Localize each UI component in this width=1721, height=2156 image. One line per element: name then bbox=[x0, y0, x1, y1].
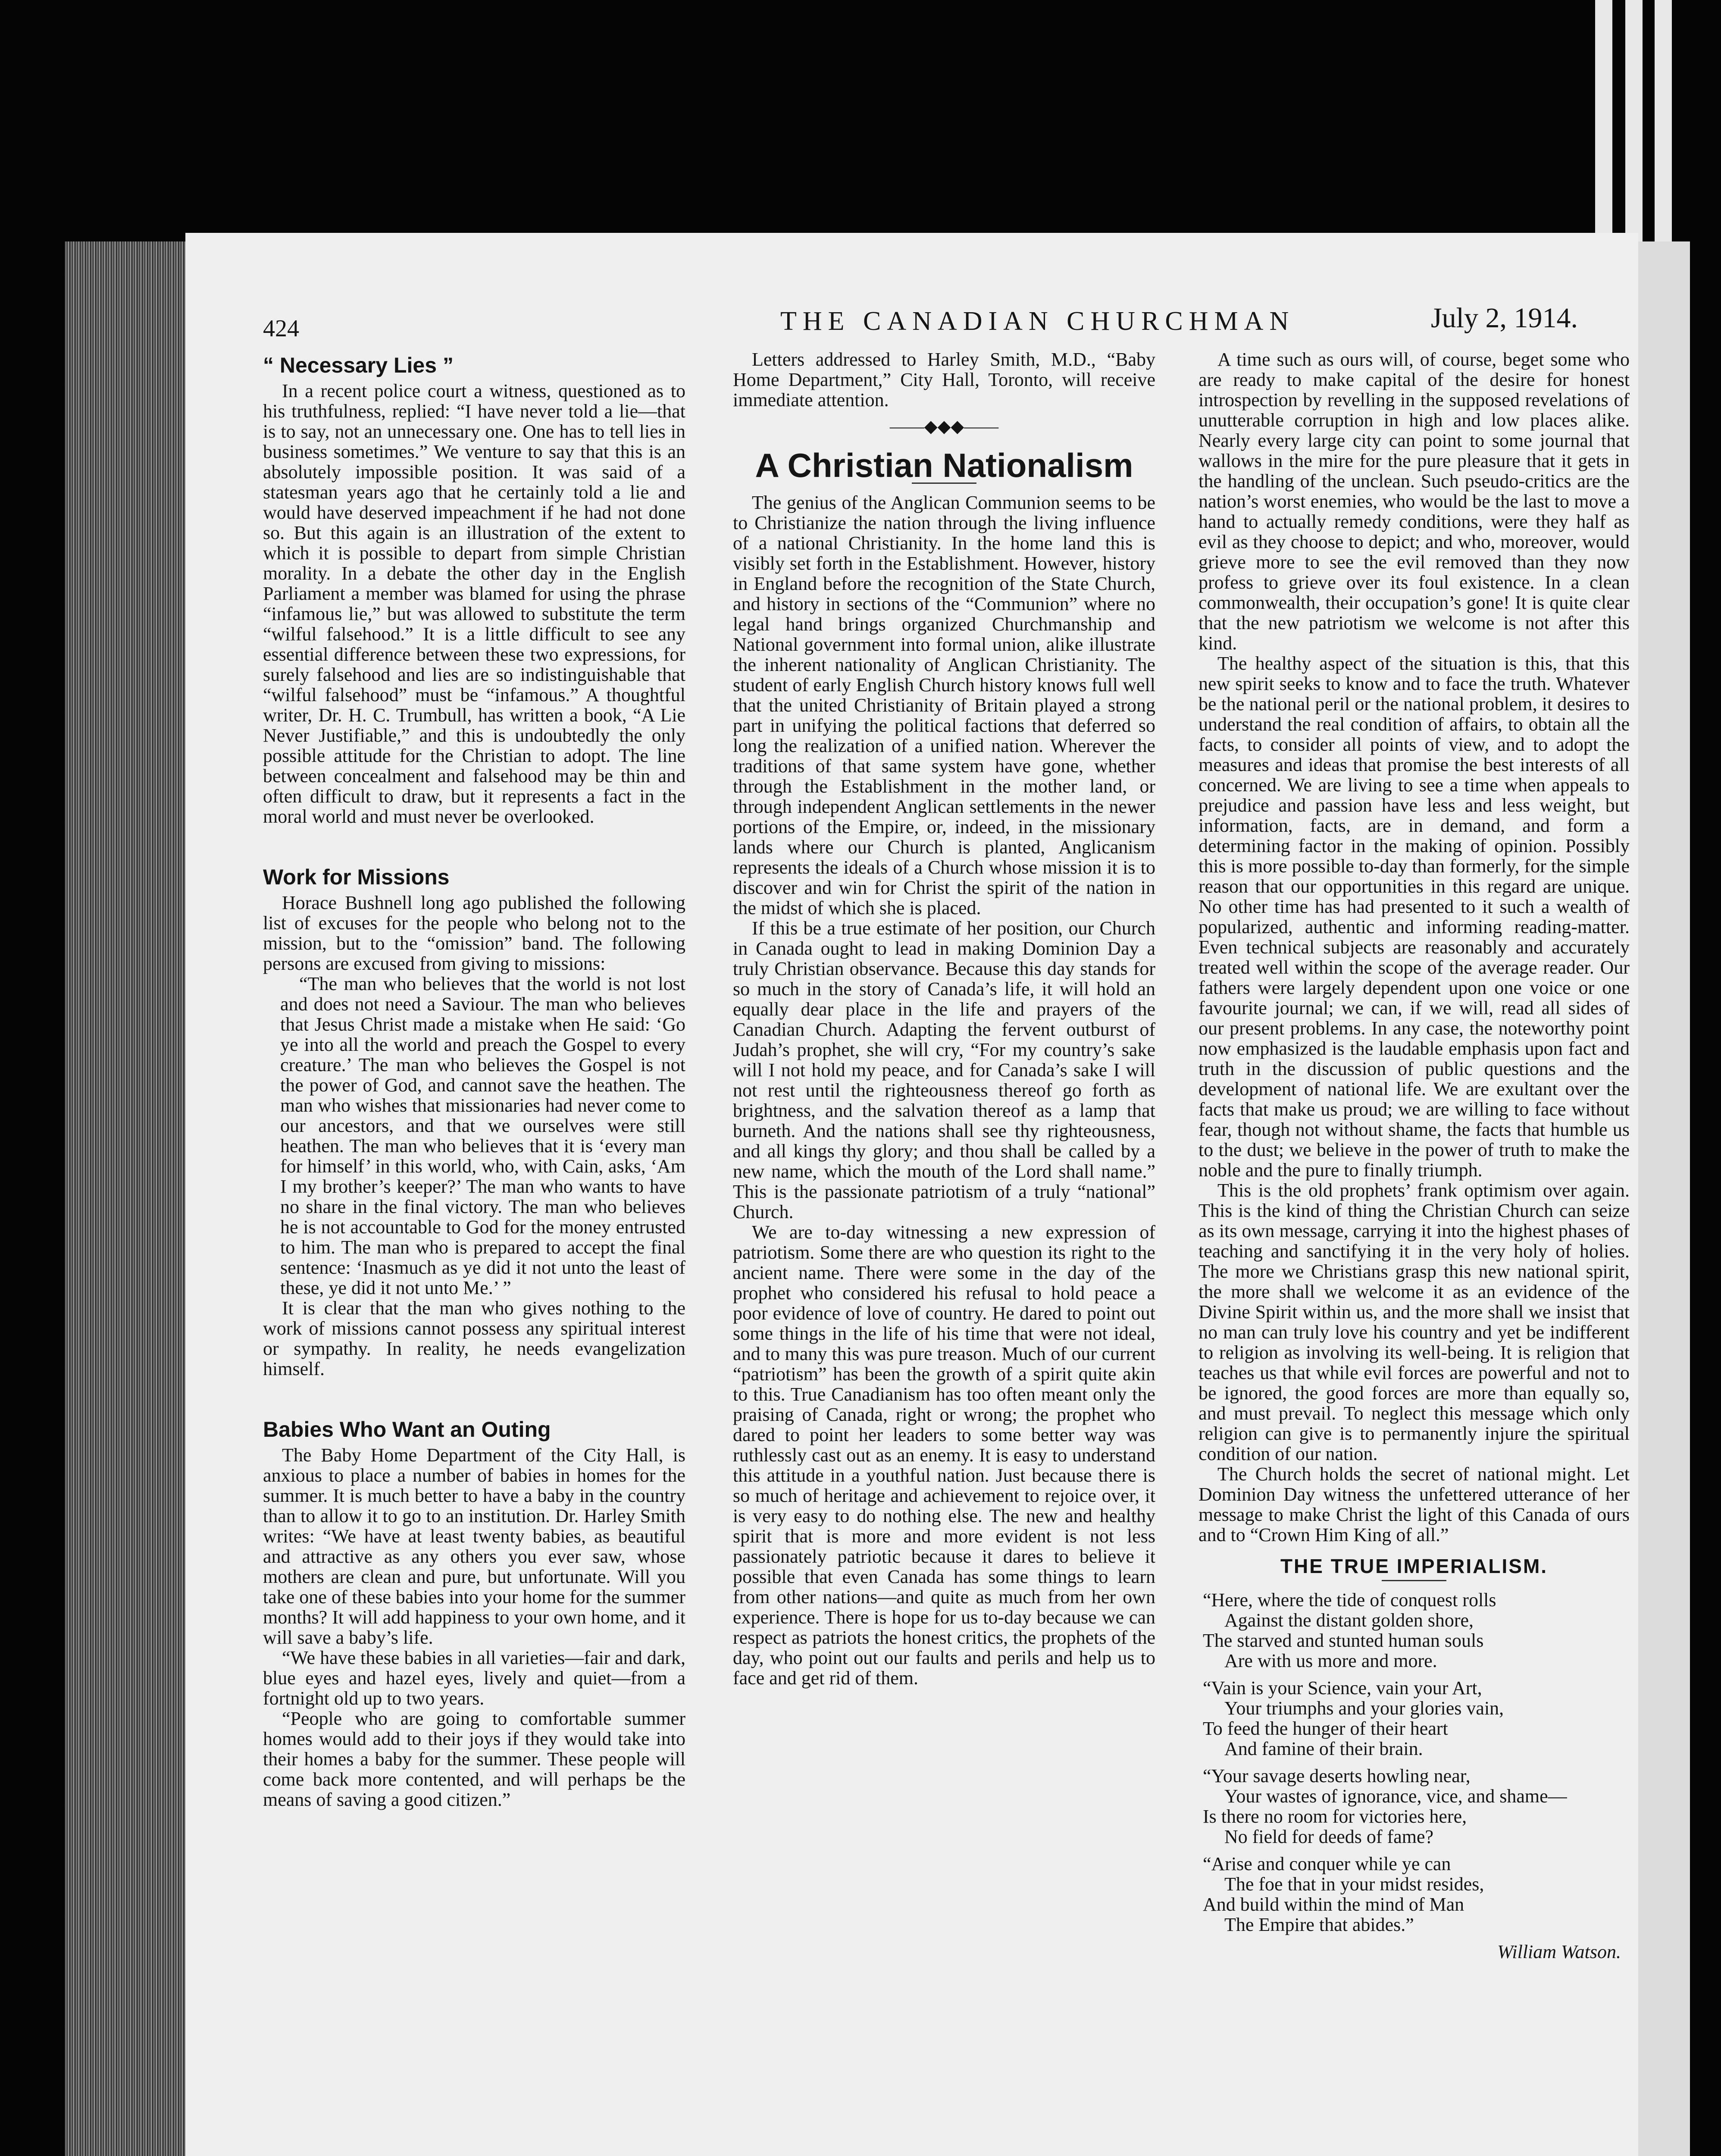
poem-line: The Empire that abides.” bbox=[1224, 1914, 1414, 1935]
paragraph: Letters addressed to Harley Smith, M.D., “Baby Home Department,” City Hall, Toronto, will receive immediate attention. bbox=[733, 349, 1155, 411]
paragraph: The Baby Home Department of the City Hall, is anxious to place a number of babies in homes for the summer. It is much better to have a baby in the country than to allow it to go to an institution. Dr. Harley Smith writes: “We have at least twenty babies, as beautiful and attractive as any others you ever saw, whose mothers are clean and pure, but unfortunate. Will you take one of these babies into your home for the summer months? It will add happiness to your own home, and it will save a baby’s life. bbox=[263, 1445, 685, 1648]
poem-stanza bbox=[1203, 1590, 1630, 1671]
poem-line: Is there no room for victories here, bbox=[1203, 1806, 1467, 1827]
poem-line: The starved and stunted human souls bbox=[1203, 1630, 1484, 1651]
paragraph: Horace Bushnell long ago published the following list of excuses for the people who belong not to the mission, but to the “omission” band. The following persons are excused from giving to missions: bbox=[263, 892, 685, 974]
paragraph: It is clear that the man who gives nothing to the work of missions cannot possess any spiritual interest or sympathy. In reality, he needs evangelization himself. bbox=[263, 1297, 685, 1379]
newspaper-page bbox=[185, 233, 1638, 2156]
paragraph: If this be a true estimate of her position, our Church in Canada ought to lead in making Dominion Day a truly Christian observance. Because this day stands for so much in the story of Canada’s life, it will hold an equally dear place in the life and prayers of the Canadian Church. Adapting the fervent outburst of Judah’s prophet, she will cry, “For my country’s sake will I not hold my peace, and for Canada’s sake I will not rest until the righteousness thereof go forth as brightness, and the salvation thereof as a lamp that burneth. And the nations shall see thy righteousness, and all kings thy glory; and thou shall be called by a new name, which the mouth of the Lord shall name.” This is the passionate patriotism of a truly “national” Church. bbox=[733, 918, 1155, 1222]
paragraph: “We have these babies in all varieties—fair and dark, blue eyes and hazel eyes, lively and quiet—from a fortnight old up to two years. bbox=[263, 1647, 685, 1709]
poem-line: “Your savage deserts howling near, bbox=[1203, 1765, 1471, 1786]
paragraph: In a recent police court a witness, questioned as to his truthfulness, replied: “I have never told a lie—that is to say, not an unnecessary one. One has to tell lies in business sometimes.” We venture to say that this is an absolutely impossible position. It was said of a statesman years ago that he certainly told a lie and would have deserved impeachment if he had not done so. But this again is an illustration of the extent to which it is possible to depart from simple Christian morality. In a debate the other day in the English Parliament a member was blamed for using the phrase “infamous lie,” but was allowed to substitute the term “wilful falsehood.” It is a little difficult to see any essential difference between these two expressions, for surely falsehood and lies are so indistinguishable that “wilful falsehood” must be “infamous.” A thoughtful writer, Dr. H. C. Trumbull, has written a book, “A Lie Never Justifiable,” and this is undoubtedly the only possible attitude for the Christian to adopt. The line between concealment and falsehood may be thin and often difficult to draw, but it represents a fact in the moral world and must never be overlooked. bbox=[263, 380, 685, 827]
poem-line: Your triumphs and your glories vain, bbox=[1224, 1698, 1504, 1719]
section-ornament: ——◆◆◆—— bbox=[889, 417, 999, 436]
paragraph: “The man who believes that the world is not lost and does not need a Saviour. The man who believes that Jesus Christ made a mistake when He said: ‘Go ye into all the world and preach the Gospel to every creature.’ The man who believes the Gospel is not the power of God, and cannot save the heathen. The man who wishes that missionaries had never come to our ancestors, and that we ourselves were still heathen. The man who believes that it is ‘every man for himself’ in this world, who, with Cain, asks, ‘Am I my brother’s keeper?’ The man who wants to have no share in the final victory. The man who believes he is not accountable to God for the money entrusted to him. The man who is prepared to accept the final sentence: ‘Inasmuch as ye did it not unto the least of these, ye did it not unto Me.’ ” bbox=[280, 973, 685, 1298]
poem-author: William Watson. bbox=[1497, 1941, 1621, 1962]
column-right bbox=[1198, 349, 1630, 1962]
poem-line: “Vain is your Science, vain your Art, bbox=[1203, 1677, 1482, 1698]
poem-line: “Here, where the tide of conquest rolls bbox=[1203, 1589, 1496, 1611]
facing-page-edge bbox=[1638, 241, 1690, 2156]
poem-line: No field for deeds of fame? bbox=[1224, 1826, 1434, 1847]
poem-line: And build within the mind of Man bbox=[1203, 1894, 1464, 1915]
paragraph: This is the old prophets’ frank optimism over again. This is the kind of thing the Christian Church can seize as its own message, carrying it into the highest phases of teaching and sanctifying it in the very holy of holies. The more we Christians grasp this new national spirit, the more shall we welcome it as an evidence of the Divine Spirit within us, and the more shall we insist that no man can truly love his country and yet be indifferent to religion as involving its well-being. It is religion that teaches us that while evil forces are powerful and not to be ignored, the good forces are more than equally so, and must prevail. To neglect this message which only religion can give is to permanently injure the spiritual condition of our nation. bbox=[1198, 1180, 1630, 1464]
poem-line: To feed the hunger of their heart bbox=[1203, 1718, 1448, 1739]
poem-line: Against the distant golden shore, bbox=[1224, 1610, 1474, 1631]
page-header bbox=[263, 298, 1578, 349]
poem bbox=[1203, 1590, 1630, 1962]
quoted-excuses bbox=[263, 974, 685, 1298]
column-left bbox=[263, 349, 685, 1810]
paragraph: The genius of the Anglican Communion seems to be to Christianize the nation through the living influence of a national Christianity. In the home land this is visibly set forth in the Establishment. However, history in England before the recognition of the State Church, and history in sections of the “Communion” where no legal hand brings organized Churchmanship and National government into formal union, alike illustrate the inherent nationality of Anglican Christianity. The student of early English Church history knows full well that the united Christianity of Britain played a strong part in unifying the political factions that deferred so long the realization of a unified nation. Wherever the traditions of that same system have gone, whether through the Establishment in the mother land, or through independent Anglican settlements in the newer portions of the Empire, or, indeed, in the missionary lands where our Church is planted, Anglicanism represents the ideals of a Church whose mission it is to discover and win for Christ the spirit of the nation in the midst of which she is placed. bbox=[733, 492, 1155, 918]
poem-rule bbox=[1382, 1580, 1446, 1581]
column-middle bbox=[733, 349, 1155, 1688]
paragraph: We are to-day witnessing a new expression of patriotism. Some there are who question its right to the ancient name. There were some in the day of the prophet who considered his refusal to hold peace a poor evidence of love of country. He dared to point out some things in the life of his time that were not ideal, and to many this was pure treason. Much of our current “patriotism” has been the growth of a spirit quite akin to this. True Canadianism has too often meant only the praising of Canada, right or wrong; the prophet who dared to point her leaders to some better way was ruthlessly cast out as an enemy. It is easy to understand this attitude in a youthful nation. Just because there is so much of heritage and achievement to rejoice over, it is very easy to do nothing else. The new and healthy spirit that is more and more evident is not less passionately patriotic because it dares to believe it possible that even Canada has some things to learn from other nations—and quite as much from her own experience. There is hope for us to-day because we can respect as patriots the honest critics, the prophets of the day, who point out our faults and perils and help us to face and get rid of them. bbox=[733, 1222, 1155, 1689]
poem-line: Your wastes of ignorance, vice, and shame— bbox=[1224, 1786, 1567, 1807]
section-heading-babies: Babies Who Want an Outing bbox=[263, 1417, 551, 1442]
page-number: 424 bbox=[263, 315, 299, 342]
book-page-edges bbox=[65, 241, 194, 2156]
poem-line: Are with us more and more. bbox=[1224, 1650, 1437, 1671]
article-title: A Christian Nationalism bbox=[755, 446, 1133, 484]
poem-stanza bbox=[1203, 1678, 1630, 1759]
section-heading-necessary-lies: “ Necessary Lies ” bbox=[263, 353, 454, 377]
poem-line: “Arise and conquer while ye can bbox=[1203, 1853, 1451, 1874]
paragraph: The Church holds the secret of national might. Let Dominion Day witness the unfettered utterance of her message to make Christ the light of this Canada of ours and to “Crown Him King of all.” bbox=[1198, 1463, 1630, 1545]
issue-date: July 2, 1914. bbox=[1430, 302, 1578, 334]
poem-stanza bbox=[1203, 1766, 1630, 1847]
paragraph: The healthy aspect of the situation is this, that this new spirit seeks to know and to face the truth. Whatever be the national peril or the national problem, it desires to understand the real condition of affairs, to obtain all the facts, to consider all points of view, and to adopt the measures and ideas that promise the best interests of all concerned. We are living to see a time when appeals to prejudice and passion have less and less weight, but information, facts, are in demand, and form a determining factor in the making of opinion. Possibly this is more possible to-day than formerly, for the simple reason that our opportunities in this regard are unique. No other time has had presented to it such a wealth of popularized, authentic and informing reading-matter. Even technical subjects are reasonably and accurately treated well within the scope of the average reader. Our fathers were largely dependent upon one voice or one favourite journal; we can, if we will, read all sides of our present problems. In any case, the noteworthy point now emphasized is the laudable emphasis upon fact and truth in the discussion of public questions and the development of national life. We are exultant over the facts that make us proud; we are willing to face without fear, though not without shame, the facts that humble us to the dust; we believe in the power of truth to make the noble and the pure to finally triumph. bbox=[1198, 653, 1630, 1181]
poem-title: THE TRUE IMPERIALISM. bbox=[1280, 1555, 1548, 1577]
poem-line: The foe that in your midst resides, bbox=[1224, 1874, 1484, 1895]
poem-line: And famine of their brain. bbox=[1224, 1738, 1423, 1759]
paragraph: A time such as ours will, of course, beget some who are ready to make capital of the desire for honest introspection by revelling in the supposed revelations of unutterable corruption in high and low places alike. Nearly every large city can point to some journal that wallows in the mire for the pure pleasure that it gets in the handling of the unclean. Such pseudo-critics are the nation’s worst enemies, who would be the last to move a hand to actually remedy conditions, were they half as evil as they choose to depict; and who, moreover, would grieve more to see the evil removed than they now profess to grieve over its foul existence. In a clean commonwealth, their occupation’s gone! It is quite clear that the new patriotism we welcome is not after this kind. bbox=[1198, 349, 1630, 654]
paper-title: THE CANADIAN CHURCHMAN bbox=[780, 307, 1295, 336]
poem-stanza bbox=[1203, 1854, 1630, 1935]
section-heading-work-for-missions: Work for Missions bbox=[263, 865, 450, 889]
paragraph: “People who are going to comfortable summer homes would add to their joys if they would take into their homes a baby for the summer. These people will come back more contented, and will perhaps be the means of saving a good citizen.” bbox=[263, 1708, 685, 1810]
